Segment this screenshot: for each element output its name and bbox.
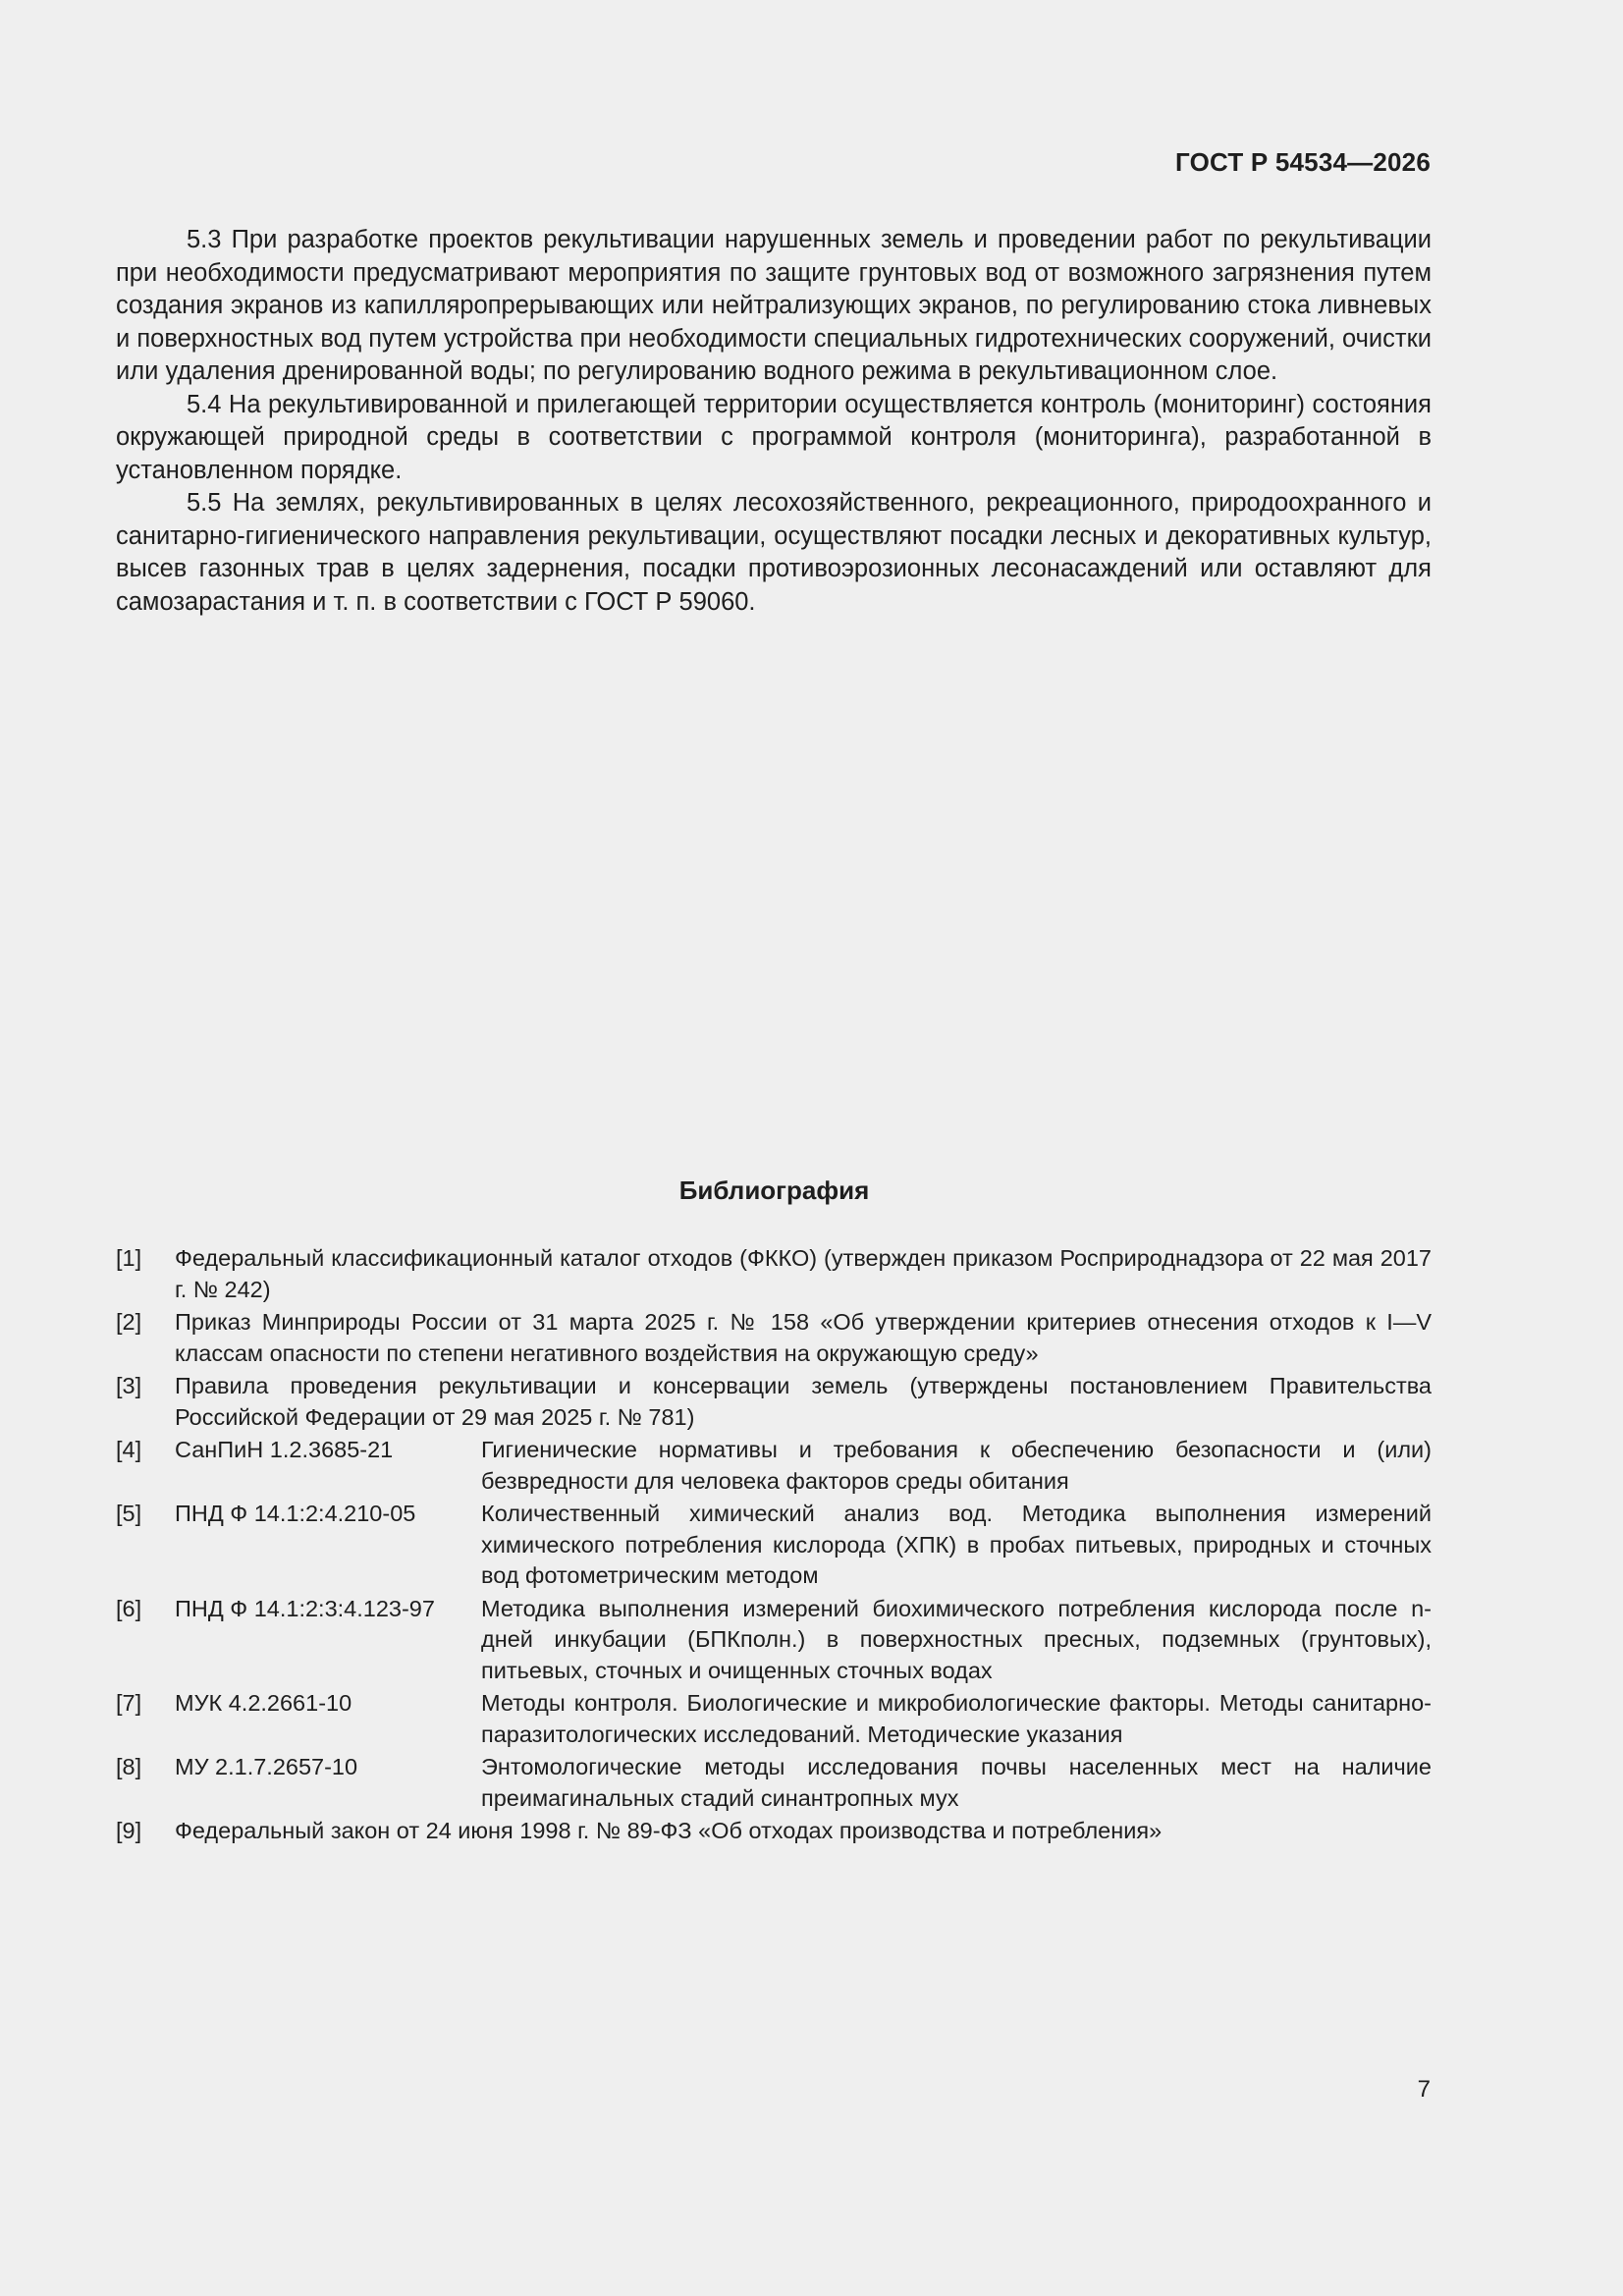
entry-number: [2]: [116, 1309, 142, 1335]
bibliography-entry: [116, 1688, 1432, 1750]
paragraph-5-4: 5.4 На рекультивированной и прилегающей территории осуществляется контроль (мониторинг) состояния окружающей природной среды в соответствии с программой контроля (мониторинга), разработанной в установленном порядке.: [116, 390, 1432, 484]
entry-text: Методы контроля. Биологические и микробиологические факторы. Методы санитарно-паразитологических исследований. Методические указания: [481, 1690, 1432, 1747]
entry-number: [6]: [116, 1595, 142, 1621]
bibliography-entry: [116, 1816, 1432, 1847]
page-number: 7: [1417, 2076, 1431, 2103]
entry-number: [7]: [116, 1690, 142, 1716]
entry-text: Приказ Минприроды России от 31 марта 2025 г. № 158 «Об утверждении критериев отнесения отходов к I—V классам опасности по степени негативного воздействия на окружающую среду»: [175, 1309, 1432, 1366]
entry-code: МУК 4.2.2661-10: [175, 1690, 352, 1716]
entry-number: [3]: [116, 1373, 142, 1398]
entry-text: Энтомологические методы исследования почвы населенных мест на наличие преимагинальных стадий синантропных мух: [481, 1754, 1432, 1811]
paragraph-5-5: 5.5 На землях, рекультивированных в целях лесохозяйственного, рекреационного, природоохранного и санитарно-гигиенического направления рекультивации, осуществляют посадки лесных и декоративных культур, высев газонных трав в целях задернения, посадки противоэрозионных лесонасаждений или оставляют для самозарастания и т. п. в соответствии с ГОСТ Р 59060.: [116, 489, 1432, 616]
entry-code: СанПиН 1.2.3685-21: [175, 1437, 394, 1462]
entry-number: [4]: [116, 1437, 142, 1462]
entry-text: Федеральный закон от 24 июня 1998 г. № 89-ФЗ «Об отходах производства и потребления»: [175, 1818, 1163, 1843]
entry-code: ПНД Ф 14.1:2:4.210-05: [175, 1501, 416, 1526]
bibliography-entry: [116, 1752, 1432, 1814]
bibliography-list: [116, 1243, 1432, 1849]
section-text: [116, 224, 1432, 619]
bibliography-entry: [116, 1307, 1432, 1369]
entry-code: МУ 2.1.7.2657-10: [175, 1754, 358, 1779]
document-code-header: ГОСТ Р 54534—2026: [1175, 147, 1431, 177]
entry-text: Количественный химический анализ вод. Методика выполнения измерений химического потребления кислорода (ХПК) в пробах питьевых, природных и сточных вод фотометрическим методом: [481, 1501, 1432, 1588]
entry-number: [9]: [116, 1818, 142, 1843]
bibliography-entry: [116, 1499, 1432, 1592]
entry-text: Федеральный классификационный каталог отходов (ФККО) (утвержден приказом Росприроднадзора от 22 мая 2017 г. № 242): [175, 1245, 1432, 1302]
entry-text: Методика выполнения измерений биохимического потребления кислорода после n-дней инкубации (БПКполн.) в поверхностных пресных, подземных (грунтовых), питьевых, сточных и очищенных сточных водах: [481, 1595, 1432, 1683]
entry-number: [1]: [116, 1245, 142, 1271]
bibliography-entry: [116, 1243, 1432, 1305]
entry-code: ПНД Ф 14.1:2:3:4.123-97: [175, 1595, 435, 1621]
entry-number: [5]: [116, 1501, 142, 1526]
bibliography-entry: [116, 1371, 1432, 1433]
paragraph-5-3: 5.3 При разработке проектов рекультивации нарушенных земель и проведении работ по рекультивации при необходимости предусматривают мероприятия по защите грунтовых вод от возможного загрязнения путем создания экранов из капилляропрерывающих или нейтрализующих экранов, по регулированию стока ливневых и поверхностных вод путем устройства при необходимости специальных гидротехнических сооружений, очистки или удаления дренированной воды; по регулированию водного режима в рекультивационном слое.: [116, 226, 1432, 385]
bibliography-title: Библиография: [678, 1175, 870, 1205]
bibliography-entry: [116, 1435, 1432, 1497]
entry-text: Правила проведения рекультивации и консервации земель (утверждены постановлением Правительства Российской Федерации от 29 мая 2025 г. № 781): [175, 1373, 1432, 1430]
bibliography-entry: [116, 1594, 1432, 1687]
entry-text: Гигиенические нормативы и требования к обеспечению безопасности и (или) безвредности для человека факторов среды обитания: [481, 1437, 1432, 1494]
entry-number: [8]: [116, 1754, 142, 1779]
